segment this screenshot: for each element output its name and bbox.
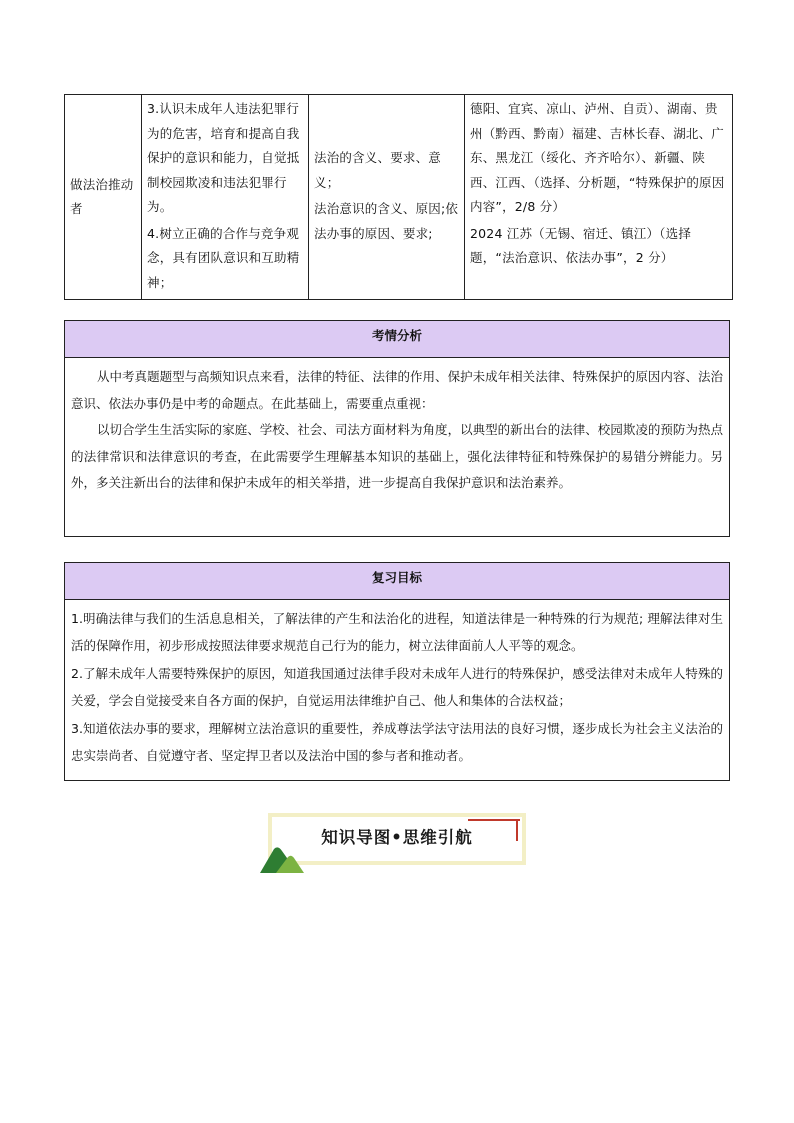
banner-title: 知识导图•思维引航 xyxy=(272,817,522,861)
review-goals-section xyxy=(64,562,730,781)
goal-paragraph: 1.明确法律与我们的生活息息相关，了解法律的产生和法治化的进程，知道法律是一种特殊的行为规范; 理解法律对生活的保障作用，初步形成按照法律要求规范自己行为的能力，树立法律面前人人平等的观念。 xyxy=(71,611,723,653)
banner-accent-line xyxy=(468,819,520,821)
analysis-paragraph: 以切合学生生活实际的家庭、学校、社会、司法方面材料为角度，以典型的新出台的法律、校园欺凌的预防为热点的法律常识和法律意识的考查，在此需要学生理解基本知识的基础上，强化法律特征和特殊保护的易错分辨能力。另外，多关注新出台的法律和保护未成年的相关举措，进一步提高自我保护意识和法治素养。 xyxy=(71,422,723,490)
banner-accent-line xyxy=(516,819,518,841)
curriculum-table xyxy=(64,94,733,300)
table-cell-goals xyxy=(142,95,309,300)
section-title: 复习目标 xyxy=(65,563,729,600)
exam-item: 2024 江苏（无锡、宿迁、镇江）（选择题，“法治意识、依法办事”，2 分） xyxy=(470,225,692,265)
exam-item: 德阳、宜宾、凉山、泸州、自贡）、湖南、贵州（黔西、黔南）福建、吉林长春、湖北、广东、黑龙江（绥化、齐齐哈尔）、新疆、陕西、江西、（选择、分析题，“特殊保护的原因内容”，2/8 分） xyxy=(470,101,725,214)
section-body xyxy=(65,600,729,775)
goal-item: 4.树立正确的合作与竞争观念，具有团队意识和互助精神； xyxy=(147,225,300,290)
table-row xyxy=(65,95,733,300)
goal-item: 3.认识未成年人违法犯罪行为的危害，培育和提高自我保护的意识和能力，自觉抵制校园欺凌和违法犯罪行为。 xyxy=(147,101,300,214)
knowledge-item: 法治的含义、要求、意义； xyxy=(314,150,442,190)
table-cell-knowledge xyxy=(309,95,465,300)
exam-analysis-section xyxy=(64,320,730,537)
table-cell-topic xyxy=(65,95,142,300)
mind-map-banner xyxy=(260,811,530,873)
table-cell-exams xyxy=(465,95,733,300)
goal-paragraph: 2.了解未成年人需要特殊保护的原因，知道我国通过法律手段对未成年人进行的特殊保护，感受法律对未成年人特殊的关爱，学会自觉接受来自各方面的保护，自觉运用法律维护自己、他人和集体的合法权益； xyxy=(71,666,723,708)
knowledge-item: 法治意识的含义、原因;依法办事的原因、要求; xyxy=(314,201,459,241)
topic-text: 做法治推动者 xyxy=(70,176,134,216)
banner-frame xyxy=(268,813,526,865)
analysis-paragraph: 从中考真题题型与高频知识点来看，法律的特征、法律的作用、保护未成年相关法律、特殊保护的原因内容、法治意识、依法办事仍是中考的命题点。在此基础上，需要重点重视： xyxy=(71,369,723,411)
section-body xyxy=(65,358,729,501)
mountain-icon xyxy=(260,835,304,873)
goal-paragraph: 3.知道依法办事的要求，理解树立法治意识的重要性，养成尊法学法守法用法的良好习惯，逐步成长为社会主义法治的忠实崇尚者、自觉遵守者、坚定捍卫者以及法治中国的参与者和推动者。 xyxy=(71,721,723,763)
section-title: 考情分析 xyxy=(65,321,729,358)
